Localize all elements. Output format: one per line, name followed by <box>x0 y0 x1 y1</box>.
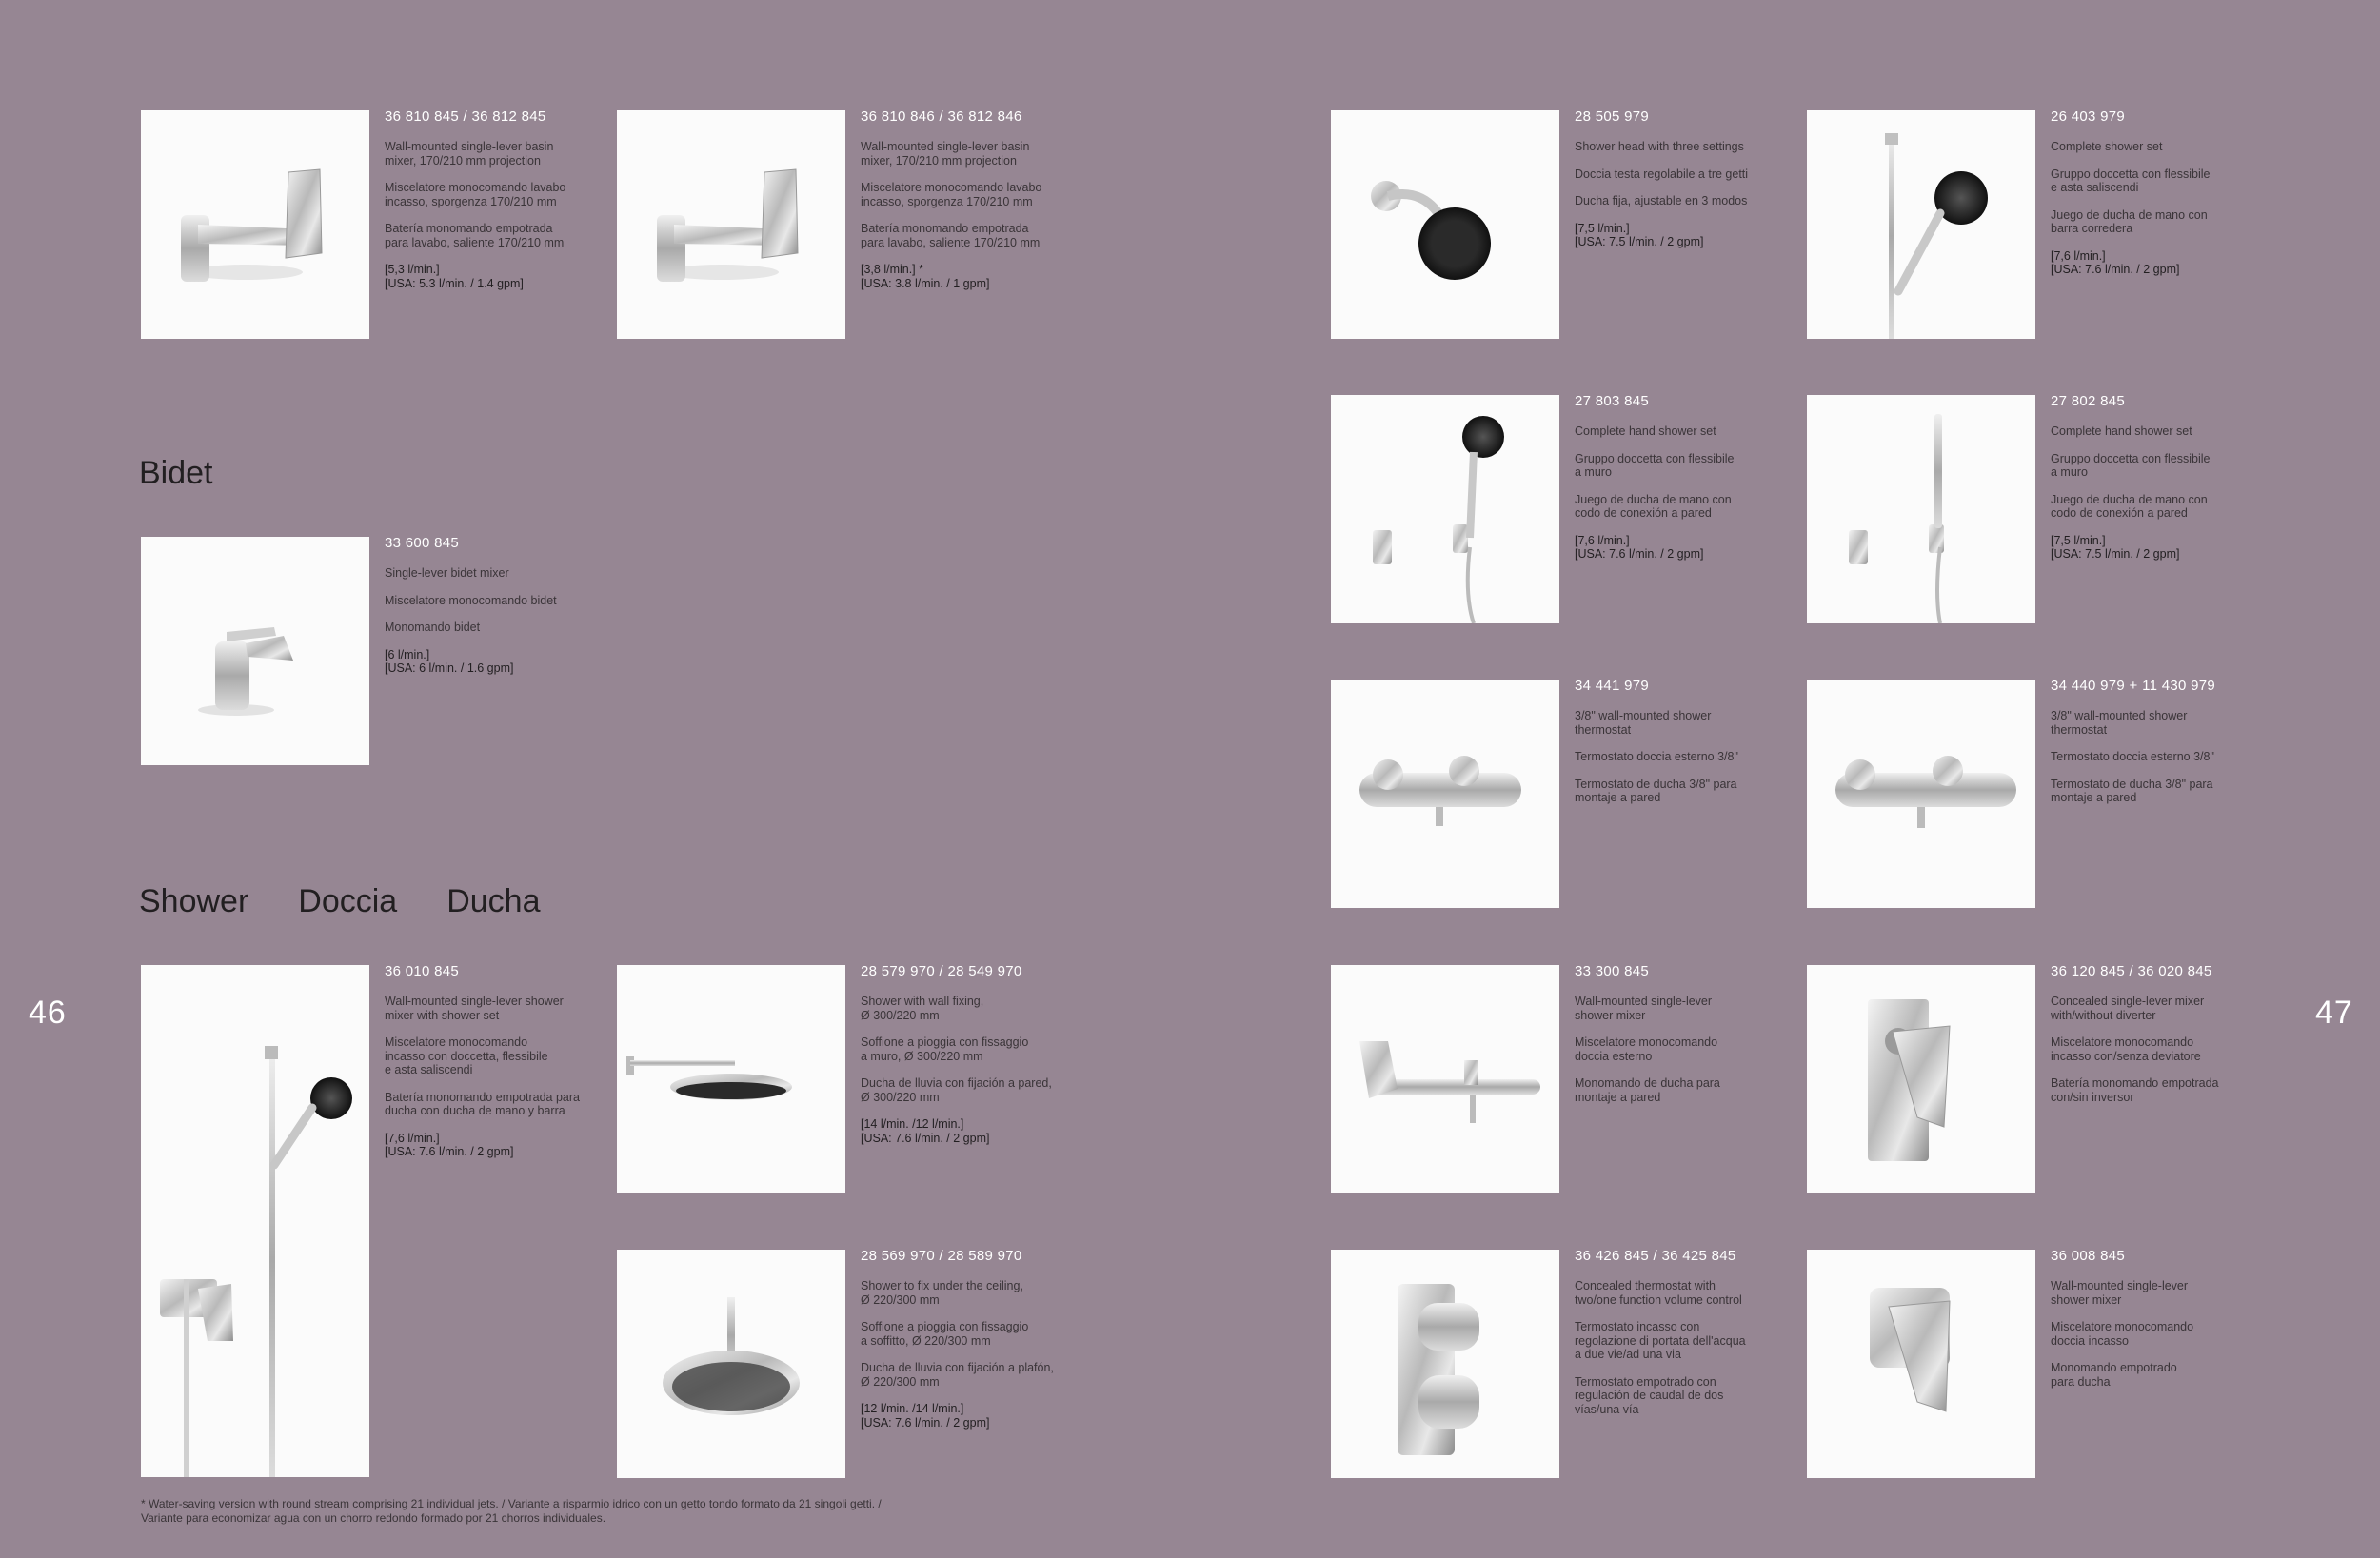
flow-rate: [7,5 l/min.] [USA: 7.5 l/min. / 2 gpm] <box>2051 533 2180 561</box>
product-code: 27 803 845 <box>1575 393 1650 409</box>
flow-rate: [7,6 l/min.] [USA: 7.6 l/min. / 2 gpm] <box>2051 248 2180 276</box>
desc-it: Termostato doccia esterno 3/8" <box>2051 750 2214 763</box>
flow-rate: [7,6 l/min.] [USA: 7.6 l/min. / 2 gpm] <box>385 1131 514 1158</box>
product-code: 36 810 846 / 36 812 846 <box>861 108 1022 125</box>
product-code: 28 505 979 <box>1575 108 1650 125</box>
desc-en: Complete shower set <box>2051 140 2163 153</box>
desc-es: Batería monomando empotrada para lavabo, saliente 170/210 mm <box>385 222 565 249</box>
section-title-text: Bidet <box>139 455 213 491</box>
desc-it: Soffione a pioggia con fissaggio a muro, Ø 300/220 mm <box>861 1035 1029 1063</box>
product-code: 26 403 979 <box>2051 108 2126 125</box>
desc-es: Ducha de lluvia con fijación a plafón, Ø 220/300 mm <box>861 1361 1054 1389</box>
desc-es: Termostato empotrado con regulación de caudal de dos vías/una vía <box>1575 1374 1724 1416</box>
desc-en: Wall-mounted single-lever basin mixer, 170/210 mm projection <box>385 140 554 168</box>
desc-es: Monomando bidet <box>385 621 481 634</box>
desc-en: Wall-mounted single-lever shower mixer <box>1575 995 1713 1022</box>
section-title-bidet <box>139 455 263 492</box>
product-code: 36 010 845 <box>385 963 460 979</box>
desc-it: Termostato doccia esterno 3/8" <box>1575 750 1738 763</box>
desc-es: Juego de ducha de mano con codo de conexión a pared <box>1575 492 1732 520</box>
desc-es: Termostato de ducha 3/8" para montaje a pared <box>2051 777 2213 804</box>
section-title-shower <box>139 883 590 920</box>
wall-mounted-basin-mixer-icon <box>617 110 845 339</box>
product-code: 33 300 845 <box>1575 963 1650 979</box>
desc-en: 3/8" wall-mounted shower thermostat <box>2051 709 2188 737</box>
desc-it: Doccia testa regolabile a tre getti <box>1575 167 1749 181</box>
desc-en: Complete hand shower set <box>1575 424 1716 438</box>
product-code: 36 008 845 <box>2051 1248 2126 1264</box>
desc-en: Wall-mounted single-lever basin mixer, 170/210 mm projection <box>861 140 1030 168</box>
desc-es: Termostato de ducha 3/8" para montaje a pared <box>1575 777 1737 804</box>
desc-es: Monomando de ducha para montaje a pared <box>1575 1076 1720 1104</box>
desc-en: Single-lever bidet mixer <box>385 566 509 580</box>
flow-rate: [7,5 l/min.] [USA: 7.5 l/min. / 2 gpm] <box>1575 221 1704 248</box>
desc-es: Batería monomando empotrada para ducha con ducha de mano y barra <box>385 1090 580 1117</box>
desc-es: Batería monomando empotrada con/sin inversor <box>2051 1076 2219 1104</box>
desc-es: Batería monomando empotrada para lavabo, saliente 170/210 mm <box>861 222 1041 249</box>
desc-en: Complete hand shower set <box>2051 424 2192 438</box>
page-number-right: 47 <box>2315 995 2353 1031</box>
stick-hand-shower-set-icon <box>1807 395 2035 623</box>
desc-it: Miscelatore monocomando lavabo incasso, sporgenza 170/210 mm <box>861 181 1042 208</box>
desc-es: Ducha de lluvia con fijación a pared, Ø 300/220 mm <box>861 1076 1052 1104</box>
shower-set-icon <box>141 965 369 1477</box>
flow-rate: [7,6 l/min.] [USA: 7.6 l/min. / 2 gpm] <box>1575 533 1704 561</box>
desc-it: Gruppo doccetta con flessibile a muro <box>2051 451 2211 479</box>
desc-es: Juego de ducha de mano con barra corredera <box>2051 207 2208 235</box>
rain-shower-wall-icon <box>617 965 845 1193</box>
concealed-mixer-diverter-icon <box>1807 965 2035 1193</box>
flow-rate: [3,8 l/min.] * [USA: 3.8 l/min. / 1 gpm] <box>861 263 990 290</box>
hand-shower-set-icon <box>1331 395 1559 623</box>
page-number-left: 46 <box>29 995 67 1031</box>
wall-mounted-basin-mixer-icon <box>141 110 369 339</box>
flow-rate: [12 l/min. /14 l/min.] [USA: 7.6 l/min. / 2 gpm] <box>861 1402 990 1430</box>
desc-it: Miscelatore monocomando lavabo incasso, sporgenza 170/210 mm <box>385 181 566 208</box>
complete-shower-set-icon <box>1807 110 2035 339</box>
desc-en: Shower with wall fixing, Ø 300/220 mm <box>861 995 984 1022</box>
desc-es: Juego de ducha de mano con codo de conexión a pared <box>2051 492 2208 520</box>
product-code: 27 802 845 <box>2051 393 2126 409</box>
product-code: 34 440 979 + 11 430 979 <box>2051 678 2216 694</box>
desc-it: Termostato incasso con regolazione di portata dell'acqua a due vie/ad una via <box>1575 1320 1746 1361</box>
desc-es: Ducha fija, ajustable en 3 modos <box>1575 194 1748 207</box>
product-code: 33 600 845 <box>385 535 460 551</box>
desc-it: Gruppo doccetta con flessibile e asta saliscendi <box>2051 167 2211 194</box>
desc-it: Miscelatore monocomando incasso con/senza deviatore <box>2051 1035 2201 1063</box>
flow-rate: [14 l/min. /12 l/min.] [USA: 7.6 l/min. / 2 gpm] <box>861 1117 990 1145</box>
product-code: 28 579 970 / 28 549 970 <box>861 963 1022 979</box>
flow-rate: [5,3 l/min.] [USA: 5.3 l/min. / 1.4 gpm] <box>385 263 524 290</box>
section-title-it: Doccia <box>298 883 398 919</box>
desc-en: Concealed thermostat with two/one function volume control <box>1575 1279 1742 1307</box>
product-code: 34 441 979 <box>1575 678 1650 694</box>
desc-en: Concealed single-lever mixer with/without diverter <box>2051 995 2205 1022</box>
shower-thermostat-icon <box>1331 680 1559 908</box>
product-code: 36 426 845 / 36 425 845 <box>1575 1248 1736 1264</box>
desc-it: Gruppo doccetta con flessibile a muro <box>1575 451 1735 479</box>
product-code: 28 569 970 / 28 589 970 <box>861 1248 1022 1264</box>
desc-it: Miscelatore monocomando doccia incasso <box>2051 1320 2194 1348</box>
desc-en: 3/8" wall-mounted shower thermostat <box>1575 709 1712 737</box>
footnote: * Water-saving version with round stream comprising 21 individual jets. / Variante a risparmio idrico con un getto tondo formato da 21 singoli getti. / Variante para economizar agua con un chorro redondo formado por 21 chorros individuales. <box>141 1497 882 1525</box>
rain-shower-ceiling-icon <box>617 1250 845 1478</box>
shower-head-icon <box>1331 110 1559 339</box>
product-code: 36 120 845 / 36 020 845 <box>2051 963 2212 979</box>
concealed-thermostat-icon <box>1331 1250 1559 1478</box>
desc-es: Monomando empotrado para ducha <box>2051 1361 2177 1389</box>
product-code: 36 810 845 / 36 812 845 <box>385 108 546 125</box>
desc-it: Soffione a pioggia con fissaggio a soffitto, Ø 220/300 mm <box>861 1320 1029 1348</box>
section-title-en: Shower <box>139 883 249 919</box>
concealed-shower-mixer-icon <box>1807 1250 2035 1478</box>
desc-en: Shower head with three settings <box>1575 140 1744 153</box>
desc-en: Wall-mounted single-lever shower mixer with shower set <box>385 995 564 1022</box>
desc-en: Wall-mounted single-lever shower mixer <box>2051 1279 2189 1307</box>
desc-en: Shower to fix under the ceiling, Ø 220/300 mm <box>861 1279 1023 1307</box>
shower-mixer-icon <box>1331 965 1559 1193</box>
desc-it: Miscelatore monocomando bidet <box>385 593 557 607</box>
bidet-mixer-icon <box>141 537 369 765</box>
desc-it: Miscelatore monocomando doccia esterno <box>1575 1035 1718 1063</box>
desc-it: Miscelatore monocomando incasso con doccetta, flessibile e asta saliscendi <box>385 1035 548 1076</box>
shower-thermostat-icon <box>1807 680 2035 908</box>
flow-rate: [6 l/min.] [USA: 6 l/min. / 1.6 gpm] <box>385 647 514 675</box>
section-title-es: Ducha <box>446 883 541 919</box>
